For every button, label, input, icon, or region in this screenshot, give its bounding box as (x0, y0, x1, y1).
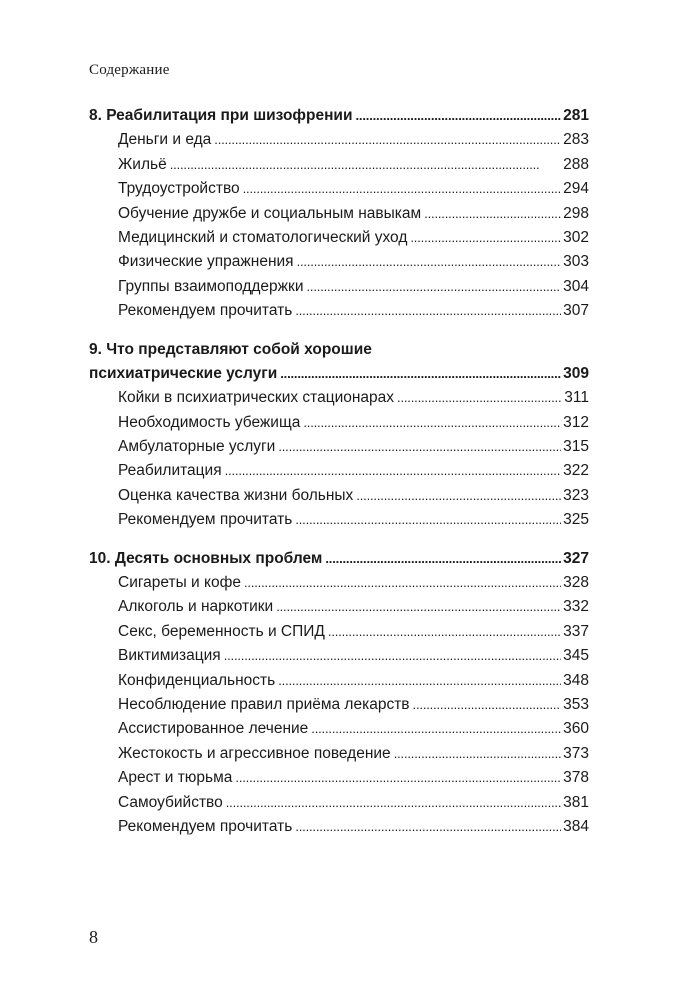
entry-page: 345 (563, 647, 589, 665)
chapter-title-line: 9. Что представляют собой хорошие (89, 340, 372, 358)
dot-leader (276, 595, 561, 619)
chapter-gap (89, 533, 589, 547)
entry-label: Рекомендуем прочитать (118, 302, 293, 320)
entry-page: 311 (564, 389, 589, 407)
chapter-heading[interactable] (89, 547, 589, 571)
entry-label: Деньги и еда (118, 131, 212, 149)
entry-page: 303 (563, 253, 589, 271)
toc-entry[interactable] (89, 669, 589, 693)
toc-entry[interactable] (89, 717, 589, 741)
toc-entry[interactable] (89, 571, 589, 595)
toc-entry[interactable] (89, 595, 589, 619)
dot-leader (295, 299, 561, 323)
entry-label: Несоблюдение правил приёма лекарств (118, 695, 410, 713)
chapter-gap (89, 324, 589, 338)
dot-leader (243, 177, 562, 201)
toc-entry[interactable] (89, 766, 589, 790)
entry-page: 337 (563, 622, 589, 640)
entry-page: 312 (563, 413, 589, 431)
toc-entry[interactable] (89, 484, 589, 508)
entry-label: Жильё (118, 155, 167, 173)
table-of-contents (89, 104, 589, 839)
entry-label: Обучение дружбе и социальным навыкам (118, 204, 422, 222)
entry-label: Сигареты и кофе (118, 574, 241, 592)
entry-page: 373 (563, 744, 589, 762)
toc-entry[interactable] (89, 411, 589, 435)
entry-page: 384 (563, 817, 589, 835)
toc-entry[interactable] (89, 299, 589, 323)
chapter-page: 281 (563, 107, 589, 124)
entry-page: 360 (563, 720, 589, 738)
dot-leader (295, 508, 561, 532)
dot-leader (225, 459, 562, 483)
toc-entry[interactable] (89, 459, 589, 483)
dot-leader (278, 435, 561, 459)
toc-entry[interactable] (89, 177, 589, 201)
dot-leader (224, 644, 561, 668)
toc-entry[interactable] (89, 202, 589, 226)
entry-label: Трудоустройство (118, 180, 240, 198)
entry-page: 288 (563, 155, 589, 173)
entry-label: Медицинский и стоматологический уход (118, 228, 408, 246)
dot-leader (214, 128, 561, 152)
entry-page: 294 (563, 180, 589, 198)
dot-leader (311, 717, 561, 741)
chapter-heading[interactable] (89, 104, 589, 128)
toc-entry[interactable] (89, 644, 589, 668)
entry-label: Рекомендуем прочитать (118, 511, 293, 529)
page-number: 8 (89, 927, 98, 947)
toc-entry[interactable] (89, 815, 589, 839)
toc-entry[interactable] (89, 620, 589, 644)
dot-leader (325, 547, 561, 571)
entry-page: 315 (563, 438, 589, 456)
entry-page: 353 (563, 695, 589, 713)
toc-entry[interactable] (89, 508, 589, 532)
dot-leader (410, 226, 561, 250)
toc-entry[interactable] (89, 693, 589, 717)
toc-entry[interactable] (89, 275, 589, 299)
entry-label: Секс, беременность и СПИД (118, 622, 325, 640)
dot-leader (328, 620, 561, 644)
entry-label: Самоубийство (118, 793, 223, 811)
dot-leader (244, 571, 561, 595)
toc-entry[interactable] (89, 250, 589, 274)
toc-entry[interactable] (89, 742, 589, 766)
chapter-heading[interactable] (89, 362, 589, 386)
entry-page: 332 (563, 598, 589, 616)
chapter-title: 10. Десять основных проблем (89, 549, 323, 567)
entry-page: 348 (563, 671, 589, 689)
entry-label: Амбулаторные услуги (118, 438, 276, 456)
dot-leader (397, 386, 562, 410)
dot-leader (424, 202, 561, 226)
chapter-page: 309 (563, 364, 589, 382)
dot-leader (413, 693, 562, 717)
dot-leader (356, 484, 561, 508)
entry-page: 283 (563, 131, 589, 149)
chapter-title: 8. Реабилитация при шизофрении (89, 107, 353, 124)
entry-page: 304 (563, 277, 589, 295)
entry-label: Реабилитация (118, 462, 222, 480)
dot-leader (307, 275, 562, 299)
chapter-page: 327 (563, 549, 589, 567)
entry-page: 298 (563, 204, 589, 222)
dot-leader (394, 742, 561, 766)
entry-page: 381 (563, 793, 589, 811)
entry-label: Алкоголь и наркотики (118, 598, 274, 616)
entry-page: 378 (563, 769, 589, 787)
entry-label: Арест и тюрьма (118, 769, 233, 787)
entry-label: Группы взаимоподдержки (118, 277, 304, 295)
toc-entry[interactable] (89, 386, 589, 410)
dot-leader (280, 362, 561, 386)
entry-label: Конфиденциальность (118, 671, 276, 689)
entry-label: Жестокость и агрессивное поведение (118, 744, 391, 762)
toc-entry[interactable] (89, 435, 589, 459)
dot-leader (278, 669, 561, 693)
dot-leader (235, 766, 561, 790)
entry-label: Рекомендуем прочитать (118, 817, 293, 835)
dot-leader (170, 153, 561, 177)
entry-page: 322 (563, 462, 589, 480)
toc-entry[interactable] (89, 128, 589, 152)
toc-entry[interactable] (89, 153, 589, 177)
dot-leader (356, 104, 562, 128)
dot-leader (303, 411, 561, 435)
entry-page: 328 (563, 574, 589, 592)
entry-label: Виктимизация (118, 647, 221, 665)
chapter-title: психиатрические услуги (89, 364, 278, 382)
dot-leader (226, 791, 561, 815)
entry-page: 307 (563, 302, 589, 320)
running-header: Содержание (89, 62, 170, 78)
entry-page: 323 (563, 486, 589, 504)
entry-label: Ассистированное лечение (118, 720, 309, 738)
dot-leader (295, 815, 561, 839)
entry-label: Оценка качества жизни больных (118, 486, 354, 504)
entry-label: Койки в психиатрических стационарах (118, 389, 395, 407)
toc-entry[interactable] (89, 791, 589, 815)
dot-leader (297, 250, 562, 274)
entry-page: 325 (563, 511, 589, 529)
entry-page: 302 (563, 228, 589, 246)
toc-entry[interactable] (89, 226, 589, 250)
entry-label: Физические упражнения (118, 253, 294, 271)
entry-label: Необходимость убежища (118, 413, 301, 431)
